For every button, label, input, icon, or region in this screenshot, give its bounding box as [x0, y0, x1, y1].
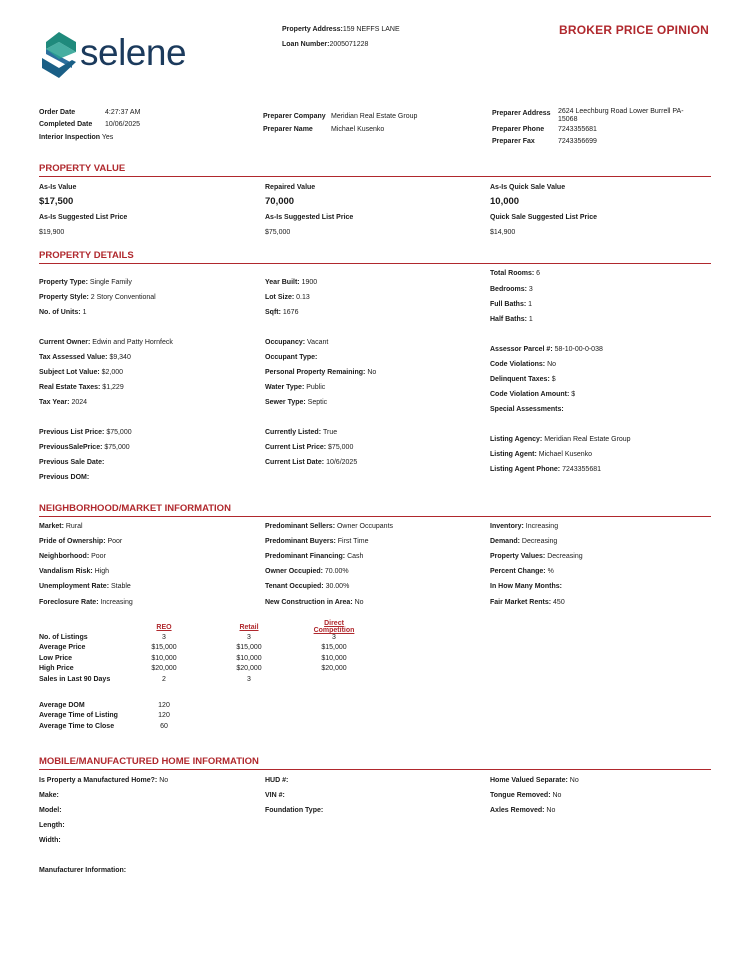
details-col1-9: PreviousSalePrice: $75,000: [39, 444, 130, 451]
details-col1-value: $1,229: [102, 384, 124, 391]
market-col1-0: Market: Rural: [39, 523, 83, 530]
mobile-col1-label: Width: [39, 837, 59, 844]
mobile-col1-label: Length: [39, 822, 63, 829]
market-col2-label: Predominant Buyers: [265, 538, 334, 545]
details-col2-label: Year Built: [265, 279, 298, 286]
details-col1-4: Tax Assessed Value: $9,340: [39, 354, 131, 361]
mobile-col3-value: No: [552, 792, 562, 799]
section-property-details: PROPERTY DETAILS: [39, 250, 711, 264]
details-col1-2: No. of Units: 1: [39, 309, 87, 316]
market-col2-label: Predominant Financing: [265, 553, 343, 560]
details-col2-10: Current List Date: 10/6/2025: [265, 459, 358, 466]
details-col2-0: Year Built: 1900: [265, 279, 318, 286]
details-col3-label: Delinquent Taxes: [490, 376, 548, 383]
market-col1-value: Stable: [110, 583, 131, 590]
market-col1-value: High: [94, 568, 110, 575]
market-col3-label: Fair Market Rents: [490, 599, 549, 606]
mobile-col1-0: Is Property a Manufactured Home?: No: [39, 777, 169, 784]
market-col2-value: 30.00%: [325, 583, 350, 590]
details-col3-11: Listing Agent Phone: 7243355681: [490, 466, 602, 473]
details-col2-value: $75,000: [328, 444, 354, 451]
order-date: Order Date 4:27:37 AM: [39, 109, 141, 116]
details-col1-label: No. of Units: [39, 309, 79, 316]
details-col1-value: 2 Story Conventional: [90, 294, 156, 301]
dom-table-body: [39, 700, 189, 732]
details-col3-value: $: [551, 376, 556, 383]
as-is-value-label: As-Is Value: [39, 184, 77, 191]
market-col1-value: Poor: [91, 553, 106, 560]
details-col2-label: Currently Listed: [265, 429, 319, 436]
cell-value: 120: [158, 712, 170, 720]
cell-reo: 3: [162, 633, 166, 641]
cell-retail: 3: [247, 633, 251, 641]
details-col3-label: Bedrooms: [490, 286, 525, 293]
details-col3-label: Code Violation Amount: [490, 391, 567, 398]
cell-label: High Price: [39, 665, 74, 673]
details-col3-value: 3: [528, 286, 533, 293]
details-col1-label: Previous Sale Date: [39, 459, 103, 466]
details-col3-label: Listing Agent: [490, 451, 535, 458]
preparer-fax: Preparer Fax 7243356699: [492, 138, 597, 145]
cell-retail: $15,000: [236, 644, 262, 652]
mobile-col1-label: Is Property a Manufactured Home?: [39, 777, 155, 784]
details-col1-label: Tax Assessed Value: [39, 354, 106, 361]
mobile-col3-0: Home Valued Separate: No: [490, 777, 579, 784]
market-col3-label: Property Values: [490, 553, 543, 560]
details-col2-label: Current List Date: [265, 459, 322, 466]
details-col2-value: 0.13: [296, 294, 310, 301]
table-row: [39, 721, 189, 732]
table-row: [39, 711, 189, 722]
details-col1-value: $2,000: [101, 369, 124, 376]
details-col1-6: Real Estate Taxes: $1,229: [39, 384, 124, 391]
cell-reo: $20,000: [151, 665, 177, 673]
quick-list-label: Quick Sale Suggested List Price: [490, 214, 597, 221]
cell-direct: $15,000: [321, 644, 347, 652]
section-mobile: MOBILE/MANUFACTURED HOME INFORMATION: [39, 756, 711, 770]
market-col3-value: Decreasing: [547, 553, 583, 560]
market-col1-2: Neighborhood: Poor: [39, 553, 106, 560]
details-col2-9: Current List Price: $75,000: [265, 444, 354, 451]
cell-label: Sales in Last 90 Days: [39, 675, 111, 683]
market-col2-label: Tenant Occupied: [265, 583, 322, 590]
details-col3-6: Delinquent Taxes: $: [490, 376, 556, 383]
repaired-value-label: Repaired Value: [265, 184, 316, 191]
details-col3-1: Bedrooms: 3: [490, 286, 533, 293]
section-market: NEIGHBORHOOD/MARKET INFORMATION: [39, 503, 711, 517]
logo-wordmark: selene: [80, 32, 187, 73]
details-col3-label: Full Baths: [490, 301, 524, 308]
details-col2-value: Vacant: [307, 339, 329, 346]
details-col2-value: Septic: [307, 399, 328, 406]
details-col1-value: Single Family: [89, 279, 132, 286]
quick-sale-label: As-Is Quick Sale Value: [490, 184, 566, 191]
market-col2-label: Owner Occupied: [265, 568, 321, 575]
selene-logo: [40, 30, 190, 82]
property-address: Property Address:159 NEFFS LANE: [282, 26, 400, 33]
selene-logo-icon: [40, 30, 78, 80]
details-col2-4: Occupant Type:: [265, 354, 318, 361]
quick-list-value: $14,900: [490, 229, 516, 236]
market-col1-value: Rural: [65, 523, 83, 530]
details-col3-value: Michael Kusenko: [538, 451, 593, 458]
mobile-col1-4: Width:: [39, 837, 61, 844]
details-col2-value: 10/6/2025: [326, 459, 358, 466]
cell-direct: 3: [332, 633, 336, 641]
details-col2-value: True: [322, 429, 338, 436]
completed-date: Completed Date 10/06/2025: [39, 121, 141, 128]
mobile-col3-value: No: [569, 777, 579, 784]
market-col3-value: Decreasing: [521, 538, 558, 545]
mobile-col1-1: Make:: [39, 792, 59, 799]
market-col1-4: Unemployment Rate: Stable: [39, 583, 131, 590]
details-col1-8: Previous List Price: $75,000: [39, 429, 132, 436]
cell-retail: 3: [247, 675, 251, 683]
market-col3-5: Fair Market Rents: 450: [490, 599, 565, 606]
preparer-name: Preparer Name Michael Kusenko: [263, 126, 385, 133]
details-col1-value: 1: [82, 309, 87, 316]
market-col3-0: Inventory: Increasing: [490, 523, 559, 530]
market-col3-label: Inventory: [490, 523, 522, 530]
details-col1-value: $75,000: [106, 429, 132, 436]
cell-reo: $15,000: [151, 644, 177, 652]
market-col1-label: Foreclosure Rate: [39, 599, 97, 606]
details-col3-label: Listing Agency: [490, 436, 540, 443]
mobile-col3-2: Axles Removed: No: [490, 807, 556, 814]
mobile-col3-label: Axles Removed: [490, 807, 543, 814]
market-col2-value: First Time: [337, 538, 369, 545]
market-col3-2: Property Values: Decreasing: [490, 553, 583, 560]
mobile-col3-value: No: [546, 807, 556, 814]
market-col3-label: Demand: [490, 538, 518, 545]
mobile-col3-label: Tongue Removed: [490, 792, 549, 799]
cell-value: 120: [158, 701, 170, 709]
mobile-col1-2: Model:: [39, 807, 62, 814]
details-col1-3: Current Owner: Edwin and Patty Hornfeck: [39, 339, 173, 346]
details-col2-label: Personal Property Remaining: [265, 369, 364, 376]
details-col1-label: PreviousSalePrice: [39, 444, 101, 451]
table-row: [39, 674, 359, 685]
mobile-col2-1: VIN #:: [265, 792, 285, 799]
market-col1-label: Unemployment Rate: [39, 583, 107, 590]
details-col2-label: Sewer Type: [265, 399, 304, 406]
details-col2-label: Occupancy: [265, 339, 303, 346]
market-col2-3: Owner Occupied: 70.00%: [265, 568, 349, 575]
cell-retail: $10,000: [236, 654, 262, 662]
details-col3-value: No: [547, 361, 557, 368]
market-col3-value: Increasing: [525, 523, 559, 530]
details-col3-label: Half Baths: [490, 316, 525, 323]
quick-sale-value: 10,000: [490, 196, 520, 207]
cell-label: Average Time to Close: [39, 722, 115, 730]
header-reo: REO: [156, 623, 172, 631]
market-col2-0: Predominant Sellers: Owner Occupants: [265, 523, 394, 530]
preparer-company: Preparer Company Meridian Real Estate Group: [263, 113, 418, 120]
details-col2-label: Lot Size: [265, 294, 292, 301]
details-col3-value: 58-10-00-0-038: [554, 346, 603, 353]
details-col1-0: Property Type: Single Family: [39, 279, 132, 286]
cell-label: Low Price: [39, 654, 73, 662]
market-col3-1: Demand: Decreasing: [490, 538, 558, 545]
details-col1-label: Previous DOM: [39, 474, 87, 481]
market-col1-label: Pride of Ownership: [39, 538, 104, 545]
cell-label: Average DOM: [39, 701, 85, 709]
details-col3-8: Special Assessments:: [490, 406, 564, 413]
cell-value: 60: [160, 722, 168, 730]
repaired-value: 70,000: [265, 196, 295, 207]
header-direct: Direct Competition: [313, 620, 355, 634]
details-col3-label: Total Rooms: [490, 270, 532, 277]
mobile-col1-3: Length:: [39, 822, 65, 829]
preparer-address: Preparer Address 2624 Leechburg Road Lower Burrell PA-15068: [492, 108, 684, 123]
cell-direct: $20,000: [321, 665, 347, 673]
market-col3-value: 450: [553, 599, 565, 606]
mobile-col2-label: HUD #: [265, 777, 287, 784]
preparer-phone: Preparer Phone 7243355681: [492, 126, 597, 133]
details-col3-5: Code Violations: No: [490, 361, 557, 368]
details-col1-10: Previous Sale Date:: [39, 459, 105, 466]
section-property-value: PROPERTY VALUE: [39, 163, 711, 177]
market-col2-1: Predominant Buyers: First Time: [265, 538, 369, 545]
details-col2-value: Public: [306, 384, 326, 391]
market-col2-5: New Construction in Area: No: [265, 599, 364, 606]
as-is-list-value: $19,900: [39, 229, 65, 236]
market-col2-value: Cash: [347, 553, 364, 560]
details-col3-2: Full Baths: 1: [490, 301, 533, 308]
details-col1-value: 2024: [71, 399, 88, 406]
market-col3-label: In How Many Months: [490, 583, 560, 590]
details-col1-label: Current Owner: [39, 339, 89, 346]
mobile-col3-1: Tongue Removed: No: [490, 792, 562, 799]
mobile-col2-0: HUD #:: [265, 777, 289, 784]
market-col2-label: New Construction in Area: [265, 599, 351, 606]
table-row: [39, 664, 359, 675]
market-col2-value: Owner Occupants: [336, 523, 394, 530]
mobile-col1-value: No: [159, 777, 169, 784]
details-col2-1: Lot Size: 0.13: [265, 294, 310, 301]
market-col1-label: Market: [39, 523, 62, 530]
table-row: [39, 632, 359, 643]
market-col3-value: %: [547, 568, 554, 575]
details-col1-label: Previous List Price: [39, 429, 103, 436]
details-col2-8: Currently Listed: True: [265, 429, 338, 436]
market-col1-5: Foreclosure Rate: Increasing: [39, 599, 133, 606]
details-col3-value: 6: [536, 270, 541, 277]
market-col2-value: No: [354, 599, 364, 606]
details-col3-value: 1: [528, 316, 533, 323]
details-col2-label: Occupant Type: [265, 354, 316, 361]
details-col3-0: Total Rooms: 6: [490, 270, 541, 277]
cell-direct: [309, 674, 359, 685]
details-col2-7: Sewer Type: Septic: [265, 399, 328, 406]
cell-reo: $10,000: [151, 654, 177, 662]
cell-retail: $20,000: [236, 665, 262, 673]
repaired-list-value: $75,000: [265, 229, 291, 236]
market-table-body: [39, 632, 359, 685]
details-col1-label: Subject Lot Value: [39, 369, 98, 376]
market-col2-value: 70.00%: [324, 568, 349, 575]
loan-number: Loan Number:2005071228: [282, 41, 369, 48]
market-col1-1: Pride of Ownership: Poor: [39, 538, 123, 545]
details-col2-label: Sqft: [265, 309, 279, 316]
details-col3-3: Half Baths: 1: [490, 316, 533, 323]
details-col3-value: $: [571, 391, 576, 398]
table-row: [39, 643, 359, 654]
market-col1-3: Vandalism Risk: High: [39, 568, 110, 575]
market-col3-4: In How Many Months:: [490, 583, 562, 590]
mobile-col3-label: Home Valued Separate: [490, 777, 566, 784]
details-col3-10: Listing Agent: Michael Kusenko: [490, 451, 593, 458]
details-col2-value: No: [367, 369, 377, 376]
details-col2-5: Personal Property Remaining: No: [265, 369, 377, 376]
details-col1-label: Property Style: [39, 294, 87, 301]
table-row: [39, 700, 189, 711]
cell-reo: 2: [162, 675, 166, 683]
details-col2-label: Current List Price: [265, 444, 324, 451]
mobile-col1-label: Make: [39, 792, 57, 799]
details-col1-11: Previous DOM:: [39, 474, 90, 481]
details-col3-7: Code Violation Amount: $: [490, 391, 576, 398]
details-col3-value: 7243355681: [562, 466, 602, 473]
cell-direct: $10,000: [321, 654, 347, 662]
details-col3-label: Assessor Parcel #: [490, 346, 551, 353]
details-col3-4: Assessor Parcel #: 58-10-00-0-038: [490, 346, 603, 353]
details-col3-label: Code Violations: [490, 361, 543, 368]
interior-inspection: Interior Inspection Yes: [39, 134, 114, 141]
market-col1-value: Increasing: [100, 599, 133, 606]
details-col1-label: Property Type: [39, 279, 86, 286]
details-col1-7: Tax Year: 2024: [39, 399, 88, 406]
as-is-list-label: As-Is Suggested List Price: [39, 214, 128, 221]
details-col3-value: Meridian Real Estate Group: [544, 436, 631, 443]
market-col3-3: Percent Change: %: [490, 568, 554, 575]
details-col1-value: Edwin and Patty Hornfeck: [92, 339, 173, 346]
cell-label: No. of Listings: [39, 633, 88, 641]
manufacturer-information: Manufacturer Information:: [39, 867, 127, 874]
details-col3-value: 1: [528, 301, 533, 308]
mobile-col2-label: Foundation Type: [265, 807, 321, 814]
details-col1-value: $75,000: [104, 444, 130, 451]
details-col1-5: Subject Lot Value: $2,000: [39, 369, 124, 376]
market-col2-2: Predominant Financing: Cash: [265, 553, 364, 560]
details-col3-9: Listing Agency: Meridian Real Estate Group: [490, 436, 631, 443]
repaired-list-label: As-Is Suggested List Price: [265, 214, 354, 221]
details-col1-label: Tax Year: [39, 399, 68, 406]
as-is-value: $17,500: [39, 196, 74, 207]
mobile-col2-2: Foundation Type:: [265, 807, 324, 814]
table-row: [39, 653, 359, 664]
market-col2-4: Tenant Occupied: 30.00%: [265, 583, 350, 590]
details-col1-1: Property Style: 2 Story Conventional: [39, 294, 156, 301]
details-col3-label: Listing Agent Phone: [490, 466, 558, 473]
cell-label: Average Time of Listing: [39, 712, 118, 720]
market-col3-label: Percent Change: [490, 568, 544, 575]
mobile-col2-label: VIN #: [265, 792, 283, 799]
header-retail: Retail: [239, 623, 259, 631]
details-col1-value: $9,340: [109, 354, 131, 361]
details-col2-6: Water Type: Public: [265, 384, 326, 391]
details-col2-value: 1676: [282, 309, 299, 316]
doc-title: BROKER PRICE OPINION: [558, 23, 709, 37]
details-col2-3: Occupancy: Vacant: [265, 339, 329, 346]
details-col2-value: 1900: [301, 279, 318, 286]
mobile-col1-label: Model: [39, 807, 60, 814]
details-col3-label: Special Assessments: [490, 406, 562, 413]
market-col2-label: Predominant Sellers: [265, 523, 333, 530]
cell-label: Average Price: [39, 644, 86, 652]
details-col2-2: Sqft: 1676: [265, 309, 299, 316]
details-col1-label: Real Estate Taxes: [39, 384, 99, 391]
market-col1-label: Neighborhood: [39, 553, 87, 560]
details-col2-label: Water Type: [265, 384, 302, 391]
market-col1-label: Vandalism Risk: [39, 568, 91, 575]
market-col1-value: Poor: [107, 538, 123, 545]
